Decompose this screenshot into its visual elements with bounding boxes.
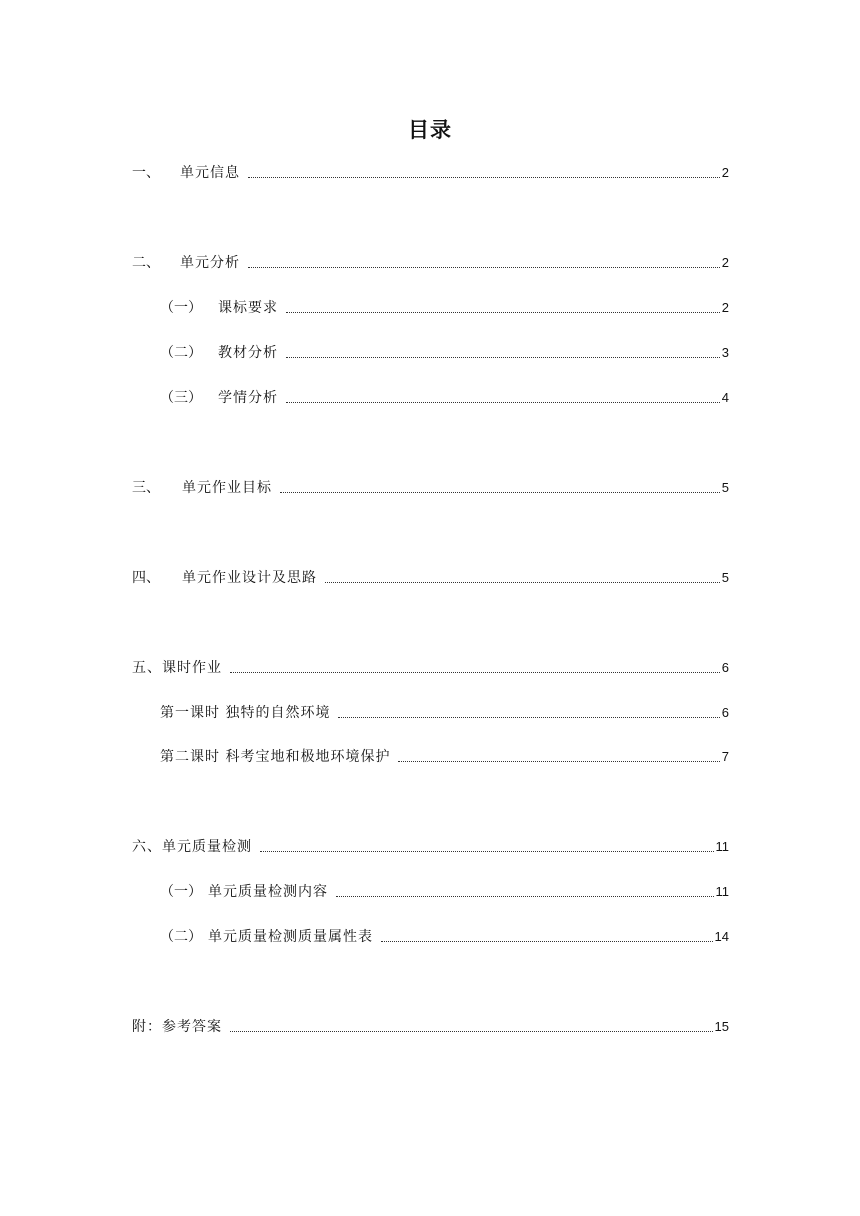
toc-entry-page: 2 <box>721 300 729 315</box>
toc-entry-number: （一） <box>160 884 202 900</box>
leader-dots <box>381 940 713 942</box>
toc-entry-label: 单元作业目标 <box>182 480 272 496</box>
toc-entry-number: 四、 <box>132 570 160 586</box>
toc-entry-page: 2 <box>721 255 729 270</box>
leader-dots <box>325 581 720 583</box>
toc-entry-label: 第一课时 独特的自然环境 <box>160 705 331 721</box>
toc-title: 目录 <box>408 118 452 142</box>
toc-entry-unit-info[interactable] <box>132 164 729 182</box>
toc-entry-label: 学情分析 <box>218 390 278 406</box>
toc-entry-homework-goals[interactable] <box>132 479 729 497</box>
toc-entry-label: 第二课时 科考宝地和极地环境保护 <box>160 749 391 765</box>
toc-entry-lesson-homework[interactable] <box>132 659 729 677</box>
toc-entry-quality-attribute-table[interactable] <box>160 928 729 946</box>
toc-entry-page: 11 <box>715 884 729 899</box>
toc-entry-page: 15 <box>714 1019 729 1034</box>
toc-entry-page: 2 <box>721 165 729 180</box>
leader-dots <box>286 356 720 358</box>
toc-entry-page: 7 <box>721 749 729 764</box>
leader-dots <box>230 1030 713 1032</box>
toc-entry-page: 6 <box>721 660 729 675</box>
toc-entry-label: 单元质量检测内容 <box>208 884 328 900</box>
leader-dots <box>248 176 720 178</box>
toc-entry-label: 单元信息 <box>180 165 240 181</box>
toc-entry-number: （二） <box>160 929 202 945</box>
leader-dots <box>248 266 720 268</box>
toc-entry-label: 单元质量检测质量属性表 <box>208 929 373 945</box>
toc-entry-page: 4 <box>721 390 729 405</box>
leader-dots <box>260 850 714 852</box>
toc-entry-homework-design[interactable] <box>132 569 729 587</box>
toc-entry-page: 5 <box>721 570 729 585</box>
toc-entry-quality-test[interactable] <box>132 838 729 856</box>
leader-dots <box>338 716 719 718</box>
leader-dots <box>286 401 720 403</box>
toc-entry-label: 单元作业设计及思路 <box>182 570 317 586</box>
toc-entry-number: （二） <box>160 345 202 361</box>
toc-entry-answer-key[interactable] <box>132 1018 729 1036</box>
leader-dots <box>336 895 714 897</box>
toc-entry-textbook-analysis[interactable] <box>160 344 729 362</box>
toc-entry-page: 14 <box>714 929 729 944</box>
toc-entry-page: 5 <box>721 480 729 495</box>
toc-entry-page: 3 <box>721 345 729 360</box>
toc-entry-page: 11 <box>715 839 729 854</box>
toc-entry-label: 教材分析 <box>218 345 278 361</box>
toc-entry-number: 二、 <box>132 255 160 271</box>
toc-entry-number: （一） <box>160 300 202 316</box>
toc-entry-unit-analysis[interactable] <box>132 254 729 272</box>
toc-entry-student-analysis[interactable] <box>160 389 729 407</box>
leader-dots <box>230 671 720 673</box>
toc-entry-quality-test-content[interactable] <box>160 883 729 901</box>
toc-entry-number: （三） <box>160 390 202 406</box>
toc-entry-lesson-two[interactable] <box>160 748 729 766</box>
toc-entry-label: 六、单元质量检测 <box>132 839 252 855</box>
toc-entry-number: 一、 <box>132 165 160 181</box>
toc-entry-label: 单元分析 <box>180 255 240 271</box>
toc-entry-label: 课标要求 <box>218 300 278 316</box>
toc-entry-curriculum-requirements[interactable] <box>160 299 729 317</box>
toc-entry-label: 五、课时作业 <box>132 660 222 676</box>
leader-dots <box>286 311 720 313</box>
toc-entry-page: 6 <box>721 705 729 720</box>
toc-entry-lesson-one[interactable] <box>160 704 729 722</box>
toc-entry-number: 三、 <box>132 480 160 496</box>
toc-entry-label: 附：参考答案 <box>132 1019 222 1035</box>
leader-dots <box>398 760 719 762</box>
leader-dots <box>280 491 720 493</box>
